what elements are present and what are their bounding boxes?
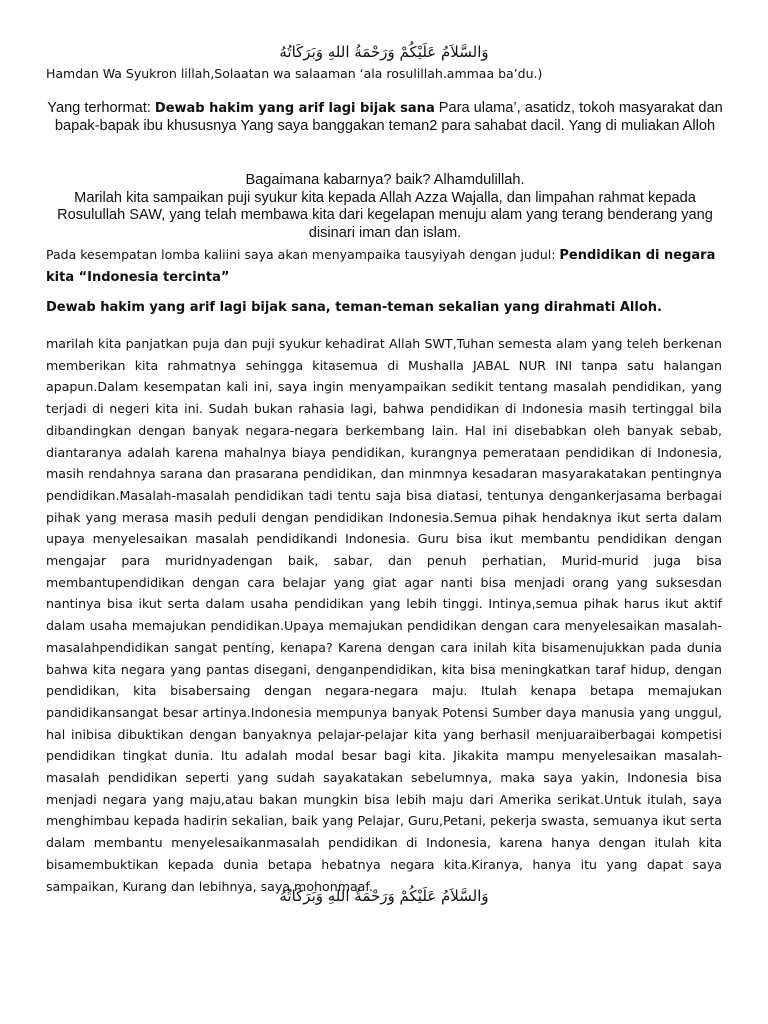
topic-prefix: Pada kesempatan lomba kaliini saya akan menyampaika tausyiyah dengan judul: [46,247,560,262]
salutation-judges: Dewab hakim yang arif lagi bijak sana [154,101,435,116]
arabic-greeting-top: وَالسَّلاَمُ عَلَيْكُمْ وَرَحْمَةُ اللهِ وَبَرَكَاتُهُ [279,43,489,61]
speech-body: marilah kita panjatkan puja dan puji syukur kehadirat Allah SWT,Tuhan semesta alam yang teleh berkenan memberikan kita rahmatnya sehingga kitasemua di Mushalla JABAL NUR INI tanpa satu halangan apapun.Dalam kesempatan kali ini, saya ingin menyampaikan sedikit tentang masalah pendidikan, yang terjadi di negeri kita ini. Sudah bukan rahasia lagi, bahwa pendidikan di Indonesia masih tertinggal bila dibandingkan dengan banyak negara-negara berkembang lain. Hal ini disebabkan oleh banyak sebab, diantaranya adalah karena mahalnya biaya pendidikan, kurangnya pemerataan pendidikan di Indonesia, masih rendahnya sarana dan prasarana pendidikan, dan minmnya kesadaran masyarakatakan pentingnya pendidikan.Masalah-masalah pendidikan tadi tentu saja bisa diatasi, tentunya dengankerjasama berbagai pihak yang merasa masih peduli dengan pendidikan Indonesia.Semua pihak hendaknya ikut serta dalam upaya menyelesaikan masalah pendidikandi Indonesia. Guru bisa ikut membantu pendidikan dengan mengajar para muridnyadengan baik, sabar, dan penuh perhatian, Murid-murid juga bisa membantupendidikan dengan cara belajar yang giat agar nanti bisa menjadi orang yang suksesdan nantinya bisa ikut serta dalam usaha pendidikan yang lebih tinggi. Intinya,semua pihak harus ikut aktif dalam usaha memajukan pendidikan.Upaya memajukan pendidikan dengan cara menyelesaikan masalah-masalahpendidikan sangat penting, kenapa? Karena dengan cara inilah kita bisamenujukkan pada dunia bahwa kita negara yang pantas disegani, denganpendidikan, kita bisa meningkatkan taraf hidup, dengan pendidikan, kita bisabersaing dengan negara-negara maju. Itulah kenapa betapa memajukan pandidikansangat besar artinya.Indonesia mempunya banyak Potensi Sumber daya manusia yang unggul, hal inibisa dibuktikan dengan banyaknya pelajar-pelajar kita yang berhasil menjuaraiberbagai kompetisi pendidikan tingkat dunia. Itu adalah modal besar bagi kita. Jikakita mampu menyelesaikan masalah-masalah pendidikan seperti yang sudah sayakatakan sebelumnya, maka saya yakin, Indonesia bisa menjadi negara yang maju,atau bakan mungkin bisa lebih maju dari Amerika serikat.Untuk itulah, saya menghimbau kepada hadirin sekalian, baik yang Pelajar, Guru,Petani, pekerja swasta, semuanya ikut serta dalam membantu menyelesaikanmasalah pendidikan di Indonesia, karena hanya dengan itulah kita bisamembuktikan kepada dunia betapa hebatnya negara kita.Kiranya, hanya itu yang dapat saya sampaikan, Kurang dan lebihnya, saya mohonmaaf. [46,336,722,894]
greeting-paragraph [40,172,730,242]
topic-paragraph [46,244,736,288]
salutation-rest: Para ulama’, asatidz, tokoh masyarakat dan bapak-bapak ibu khususnya Yang saya banggakan teman2 para sahabat dacil. Yang di muliakan Alloh [54,100,723,134]
greeting-question: Bagaimana kabarnya? baik? Alhamdulillah. [245,172,525,188]
speech-title: Pendidikan di negara kita “Indonesia tercinta” [46,248,716,285]
salutation-paragraph [40,100,730,135]
arabic-greeting-bottom: وَالسَّلاَمُ عَلَيْكُمْ وَرَحْمَةُ اللهِ وَبَرَكَاتُهُ [279,887,489,905]
greeting-praise: Marilah kita sampaikan puji syukur kita kepada Allah Azza Wajalla, dan limpahan rahmat kepada Rosulullah SAW, yang telah membawa kita dari kegelapan menuju alam yang terang benderang yang disinari iman dan islam. [57,189,713,241]
address-line: Dewab hakim yang arif lagi bijak sana, teman-teman sekalian yang dirahmati Alloh. [46,300,662,315]
salutation-prefix: Yang terhormat: [47,100,155,116]
opening-line: Hamdan Wa Syukron lillah,Solaatan wa salaaman ‘ala rosulillah.ammaa ba’du.) [46,66,543,81]
